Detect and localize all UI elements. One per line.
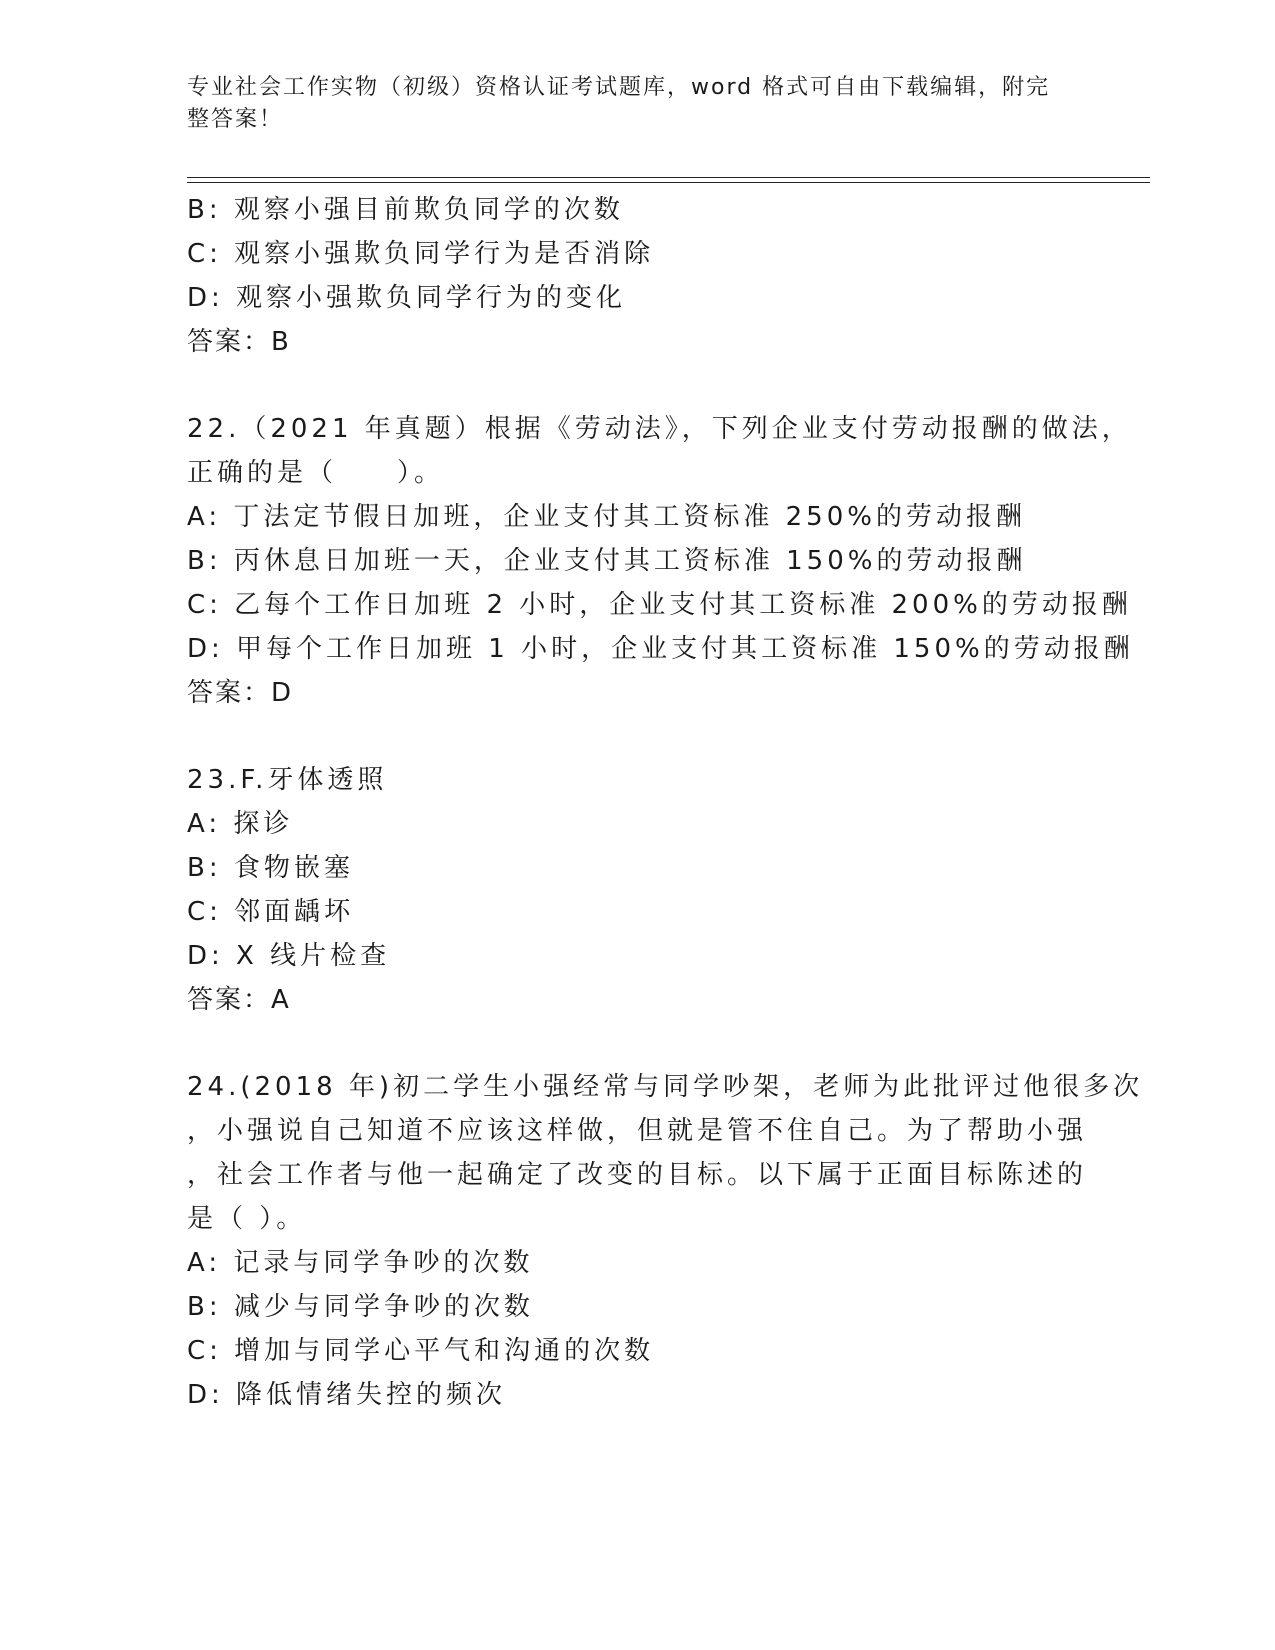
header-title-line2: 整答案！: [187, 107, 284, 132]
q22-answer: 答案：D: [187, 678, 294, 708]
q24-stem-line2: ，小强说自己知道不应该这样做，但就是管不住自己。为了帮助小强: [187, 1116, 1088, 1146]
q21-option-b: B: 观察小强目前欺负同学的次数: [187, 195, 624, 225]
q23-option-a: A: 探诊: [187, 809, 294, 839]
q21-option-d: D: 观察小强欺负同学行为的变化: [187, 283, 627, 313]
q24-option-a: A: 记录与同学争吵的次数: [187, 1248, 534, 1278]
q24-stem-line3: ，社会工作者与他一起确定了改变的目标。以下属于正面目标陈述的: [187, 1160, 1088, 1190]
header-title-line1: 专业社会工作实物（初级）资格认证考试题库，word 格式可自由下载编辑，附完: [187, 75, 1051, 100]
q24-option-b: B: 减少与同学争吵的次数: [187, 1292, 534, 1322]
q23-option-b: B: 食物嵌塞: [187, 853, 354, 883]
q24-option-d: D: 降低情绪失控的频次: [187, 1380, 507, 1410]
q23-option-c: C: 邻面龋坏: [187, 897, 355, 927]
q22-option-a: A: 丁法定节假日加班，企业支付其工资标准 250%的劳动报酬: [187, 502, 1026, 532]
q23-answer: 答案：A: [187, 985, 291, 1015]
q21-answer: 答案：B: [187, 327, 291, 357]
header-divider-bottom: [187, 182, 1150, 183]
q24-stem-line1: 24.(2018 年)初二学生小强经常与同学吵架，老师为此批评过他很多次: [187, 1072, 1144, 1102]
q22-option-c: C: 乙每个工作日加班 2 小时，企业支付其工资标准 200%的劳动报酬: [187, 590, 1132, 620]
q21-option-c: C: 观察小强欺负同学行为是否消除: [187, 239, 655, 269]
q22-option-d: D: 甲每个工作日加班 1 小时，企业支付其工资标准 150%的劳动报酬: [187, 634, 1134, 664]
q22-option-b: B: 丙休息日加班一天，企业支付其工资标准 150%的劳动报酬: [187, 546, 1027, 576]
q24-stem-line4: 是（ ）。: [187, 1204, 307, 1234]
q22-stem-line1: 22.（2021 年真题）根据《劳动法》，下列企业支付劳动报酬的做法，: [187, 414, 1132, 444]
document-header: [187, 72, 1067, 136]
q23-stem: 23.F.牙体透照: [187, 765, 388, 795]
q24-option-c: C: 增加与同学心平气和沟通的次数: [187, 1336, 655, 1366]
header-divider-top: [187, 177, 1150, 178]
q23-option-d: D: X 线片检查: [187, 941, 391, 971]
q22-stem-line2: 正确的是（ ）。: [187, 458, 445, 488]
